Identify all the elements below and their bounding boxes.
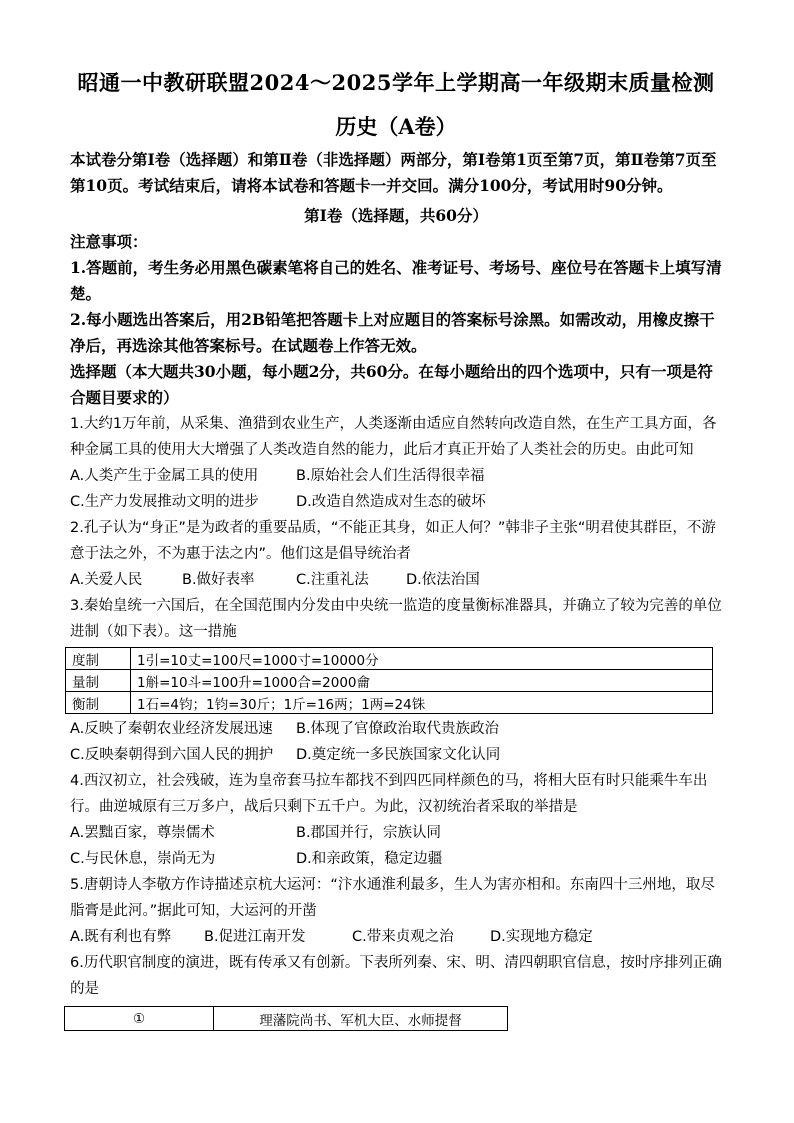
note-item: 2.每小题选出答案后，用2B铅笔把答题卡上对应题目的答案标号涂黑。如需改动，用橡皮擦干净后，再选涂其他答案标号。在试题卷上作答无效。 bbox=[70, 310, 715, 355]
option-c: C.带来贞观之治 bbox=[352, 929, 454, 945]
option-a: A.反映了秦朝农业经济发展迅速 bbox=[70, 721, 273, 737]
table-cell: 1引=10丈=100尺=1000寸=10000分 bbox=[131, 648, 713, 670]
option-a: A.既有利也有弊 bbox=[70, 929, 172, 945]
table-row bbox=[66, 670, 713, 692]
option-b: B.原始社会人们生活得很幸福 bbox=[296, 468, 485, 484]
option-d: D.改造自然造成对生态的破坏 bbox=[296, 494, 486, 510]
option-c: C.生产力发展推动文明的进步 bbox=[70, 494, 259, 510]
option-a: A.人类产生于金属工具的使用 bbox=[70, 468, 259, 484]
notes-heading: 注意事项： bbox=[70, 232, 148, 251]
option-c: C.与民休息，崇尚无为 bbox=[70, 851, 216, 867]
officials-table bbox=[64, 1006, 508, 1031]
option-d: D.依法治国 bbox=[406, 572, 480, 588]
options-row bbox=[70, 742, 722, 768]
option-a: A.罢黜百家，尊崇儒术 bbox=[70, 825, 215, 841]
option-a: A.关爱人民 bbox=[70, 572, 143, 588]
table-cell: ① bbox=[65, 1007, 214, 1031]
question-stem: 6.历代职官制度的演进，既有传承又有创新。下表所列秦、宋、明、清四朝职官信息，按时序排列正确的是 bbox=[70, 955, 722, 997]
question-stem: 3.秦始皇统一六国后，在全国范围内分发由中央统一监造的度量衡标准器具，并确立了较为完善的单位进制（如下表）。这一措施 bbox=[70, 598, 722, 640]
options-row bbox=[70, 820, 722, 846]
table-cell: 衡制 bbox=[66, 692, 131, 714]
section-title: 第Ⅰ卷（选择题，共60分） bbox=[304, 206, 488, 225]
table-cell: 度制 bbox=[66, 648, 131, 670]
options-row bbox=[70, 567, 722, 593]
note-item: 1.答题前，考生务必用黑色碳素笔将自己的姓名、准考证号、考场号、座位号在答题卡上填写清楚。 bbox=[70, 258, 722, 303]
mc-heading: 选择题（本大题共30小题，每小题2分，共60分。在每小题给出的四个选项中，只有一项是符合题目要求的） bbox=[70, 362, 713, 407]
options-row bbox=[70, 716, 722, 742]
question-stem: 4.西汉初立，社会残破，连为皇帝套马拉车都找不到四匹同样颜色的马，将相大臣有时只能乘牛车出行。曲逆城原有三万多户，战后只剩下五千户。为此，汉初统治者采取的举措是 bbox=[70, 773, 708, 815]
table-row bbox=[65, 1007, 508, 1031]
table-cell: 1石=4钧；1钧=30斤；1斤=16两；1两=24铢 bbox=[131, 692, 713, 714]
question-stem: 5.唐朝诗人李敬方作诗描述京杭大运河：“汴水通淮利最多，生人为害亦相和。东南四十三州地，取尽脂膏是此河。”据此可知，大运河的开凿 bbox=[70, 877, 715, 919]
exam-title: 昭通一中教研联盟2024～2025学年上学期高一年级期末质量检测 bbox=[77, 70, 715, 95]
exam-intro: 本试卷分第Ⅰ卷（选择题）和第Ⅱ卷（非选择题）两部分，第Ⅰ卷第1页至第7页，第Ⅱ卷第7页至第10页。考试结束后，请将本试卷和答题卡一并交回。满分100分，考试用时90分钟。 bbox=[70, 150, 717, 195]
table-cell: 理藩院尚书、军机大臣、水师提督 bbox=[214, 1007, 508, 1031]
option-b: B.做好表率 bbox=[182, 572, 255, 588]
table-cell: 1斛=10斗=100升=1000合=2000龠 bbox=[131, 670, 713, 692]
units-table bbox=[65, 647, 713, 714]
option-c: C.注重礼法 bbox=[296, 572, 369, 588]
table-cell: 量制 bbox=[66, 670, 131, 692]
option-d: D.实现地方稳定 bbox=[490, 929, 593, 945]
options-row bbox=[70, 846, 722, 872]
question-stem: 1.大约1万年前，从采集、渔猎到农业生产，人类逐渐由适应自然转向改造自然，在生产工具方面，各种金属工具的使用大大增强了人类改造自然的能力，此后才真正开始了人类社会的历史。由此可知 bbox=[70, 416, 717, 458]
options-row bbox=[70, 463, 722, 489]
option-b: B.郡国并行，宗族认同 bbox=[296, 825, 442, 841]
question-stem: 2.孔子认为“身正”是为政者的重要品质，“不能正其身，如正人何？”韩非子主张“明君使其群臣，不游意于法之外，不为惠于法之内”。他们这是倡导统治者 bbox=[70, 520, 716, 562]
table-row bbox=[66, 692, 713, 714]
options-row bbox=[70, 489, 722, 515]
option-d: D.奠定统一多民族国家文化认同 bbox=[296, 747, 501, 763]
option-c: C.反映秦朝得到六国人民的拥护 bbox=[70, 747, 274, 763]
exam-subtitle: 历史（A卷） bbox=[335, 114, 457, 139]
option-b: B.促进江南开发 bbox=[204, 929, 306, 945]
table-row bbox=[66, 648, 713, 670]
options-row bbox=[70, 924, 722, 950]
option-d: D.和亲政策，稳定边疆 bbox=[296, 851, 443, 867]
option-b: B.体现了官僚政治取代贵族政治 bbox=[296, 721, 500, 737]
